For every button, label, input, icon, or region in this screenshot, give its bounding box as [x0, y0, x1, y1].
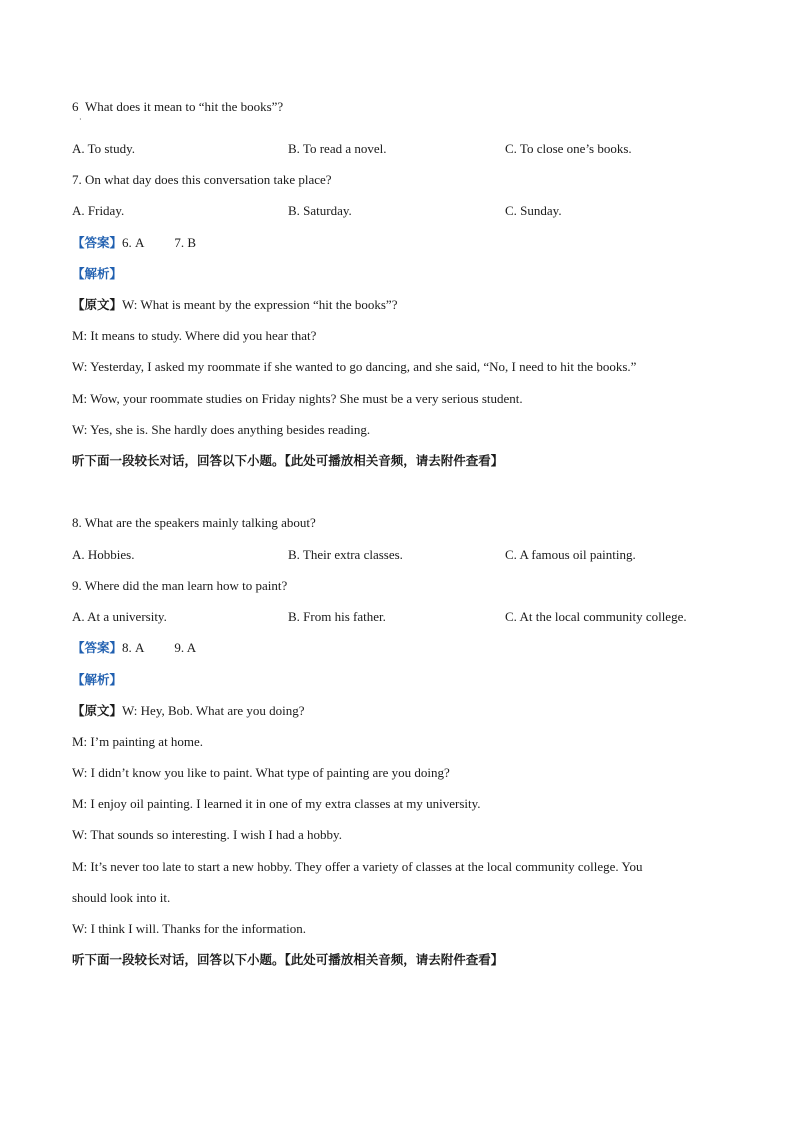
transcript-2-line-5: W: That sounds so interesting. I wish I had a hobby. [72, 827, 342, 842]
transcript-2-text-1: W: Hey, Bob. What are you doing? [122, 703, 305, 718]
question-7-stem: 7. On what day does this conversation take place? [72, 172, 332, 187]
listening-instruction-1: 听下面一段较长对话，回答以下小题。【此处可播放相关音频，请去附件查看】 [72, 453, 504, 468]
q6-option-c: C. To close one’s books. [505, 141, 632, 156]
answer-9: 9. A [174, 640, 197, 655]
answer-line-1 [72, 235, 196, 251]
q9-option-a: A. At a university. [72, 609, 167, 624]
q8-option-c: C. A famous oil painting. [505, 547, 636, 562]
transcript-1-text-1: W: What is meant by the expression “hit the books”? [122, 297, 398, 312]
analysis-tag-1: 【解析】 [72, 266, 123, 281]
q7-option-c: C. Sunday. [505, 203, 562, 218]
listening-instruction-2: 听下面一段较长对话，回答以下小题。【此处可播放相关音频，请去附件查看】 [72, 952, 504, 967]
q6-option-a: A. To study. [72, 141, 136, 156]
answer-6: 6. A [122, 235, 145, 250]
question-6-number: 6 [72, 99, 79, 114]
analysis-line-2 [72, 672, 122, 688]
transcript-1-line-4: M: Wow, your roommate studies on Friday nights? She must be a very serious student. [72, 391, 523, 406]
transcript-1-line-5: W: Yes, she is. She hardly does anything besides reading. [72, 422, 371, 437]
q9-option-b: B. From his father. [288, 609, 386, 624]
answer-8: 8. A [122, 640, 145, 655]
answer-line-2 [72, 640, 196, 656]
question-6 [72, 99, 283, 115]
transcript-tag-1: 【原文】 [72, 297, 123, 312]
answer-7: 7. B [174, 235, 197, 250]
question-6-dot: · [79, 115, 82, 124]
answer-tag-2: 【答案】 [72, 640, 123, 655]
transcript-2-line-8: W: I think I will. Thanks for the information. [72, 921, 306, 936]
transcript-2-line-1 [72, 703, 305, 719]
transcript-2-line-6: M: It’s never too late to start a new hobby. They offer a variety of classes at the local community college. You [72, 859, 643, 874]
q8-option-b: B. Their extra classes. [288, 547, 403, 562]
q7-option-b: B. Saturday. [288, 203, 352, 218]
q7-option-a: A. Friday. [72, 203, 125, 218]
question-8-stem: 8. What are the speakers mainly talking about? [72, 515, 316, 530]
question-9-stem: 9. Where did the man learn how to paint? [72, 578, 288, 593]
q9-option-c: C. At the local community college. [505, 609, 687, 624]
analysis-line-1 [72, 266, 122, 282]
transcript-2-line-2: M: I’m painting at home. [72, 734, 204, 749]
answer-tag-1: 【答案】 [72, 235, 123, 250]
q8-option-a: A. Hobbies. [72, 547, 135, 562]
q6-option-b: B. To read a novel. [288, 141, 387, 156]
question-6-stem: What does it mean to “hit the books”? [85, 99, 284, 114]
analysis-tag-2: 【解析】 [72, 672, 123, 687]
transcript-tag-2: 【原文】 [72, 703, 123, 718]
transcript-2-line-4: M: I enjoy oil painting. I learned it in one of my extra classes at my university. [72, 796, 481, 811]
transcript-1-line-1 [72, 297, 397, 313]
transcript-1-line-2: M: It means to study. Where did you hear that? [72, 328, 317, 343]
transcript-1-line-3: W: Yesterday, I asked my roommate if she wanted to go dancing, and she said, “No, I need to hit the books.” [72, 359, 637, 374]
transcript-2-line-3: W: I didn’t know you like to paint. What type of painting are you doing? [72, 765, 450, 780]
transcript-2-line-7: should look into it. [72, 890, 171, 905]
